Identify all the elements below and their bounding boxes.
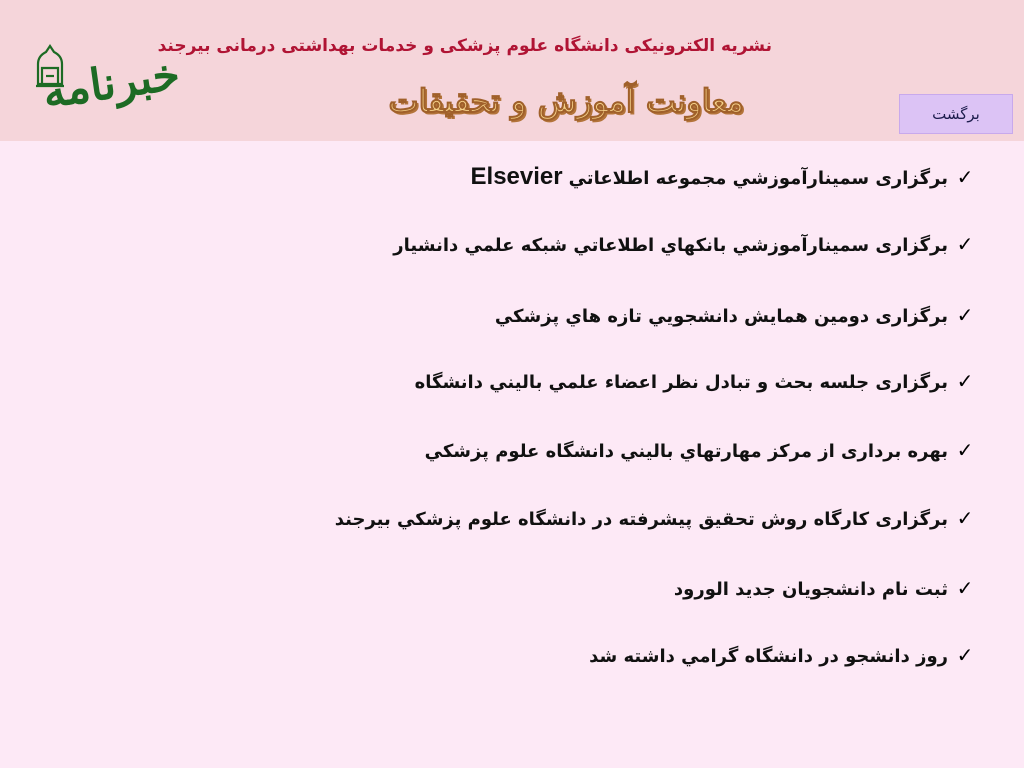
page-title: معاونت آموزش و تحقیقات <box>388 82 744 120</box>
news-item[interactable] <box>335 506 976 530</box>
news-item-text: برگزاری جلسه بحث و تبادل نظر اعضاء علمي باليني دانشگاه <box>414 372 948 393</box>
check-icon: ✓ <box>956 369 974 393</box>
news-item-text: برگزاری سمینارآموزشي بانکهاي اطلاعاتي شبکه علمي دانشیار <box>393 235 948 256</box>
check-icon: ✓ <box>956 643 974 667</box>
newsletter-logo <box>28 28 184 120</box>
check-icon: ✓ <box>956 438 974 462</box>
news-item-text: برگزاری کارگاه روش تحقیق پیشرفته در دانشگاه علوم پزشكي بیرجند <box>334 509 948 530</box>
back-button-label: برگشت <box>932 105 980 123</box>
news-item-text: برگزاری دومین همایش دانشجويي تازه هاي پزشكي <box>494 306 948 327</box>
check-icon: ✓ <box>956 506 974 530</box>
check-icon: ✓ <box>956 303 974 327</box>
news-item-text: ثبت نام دانشجويان جديد الورود <box>673 579 948 600</box>
news-item[interactable] <box>495 303 976 327</box>
check-icon: ✓ <box>956 232 974 256</box>
check-icon: ✓ <box>956 576 974 600</box>
news-item[interactable] <box>674 576 976 600</box>
news-item[interactable] <box>471 163 976 191</box>
news-item[interactable] <box>393 232 976 256</box>
news-item-text: برگزاری سمینارآموزشي مجموعه اطلاعاتي <box>568 168 948 189</box>
header-banner <box>0 0 1024 141</box>
news-item-text: بهره برداری از مرکز مهارتهاي باليني دانشگاه علوم پزشكي <box>424 441 948 462</box>
news-item[interactable] <box>415 369 976 393</box>
news-item[interactable] <box>425 438 976 462</box>
news-item-latin: Elsevier <box>470 163 563 190</box>
news-item[interactable] <box>589 643 976 667</box>
newsletter-title: نشریه الکترونیکی دانشگاه علوم پزشکی و خدمات بهداشتی درمانی بیرجند <box>157 36 772 56</box>
check-icon: ✓ <box>956 165 974 189</box>
news-item-text: روز دانشجو در دانشگاه گرامي داشته شد <box>589 646 948 667</box>
logo-text: خبرنامه <box>39 48 184 119</box>
back-button[interactable] <box>899 94 1013 134</box>
